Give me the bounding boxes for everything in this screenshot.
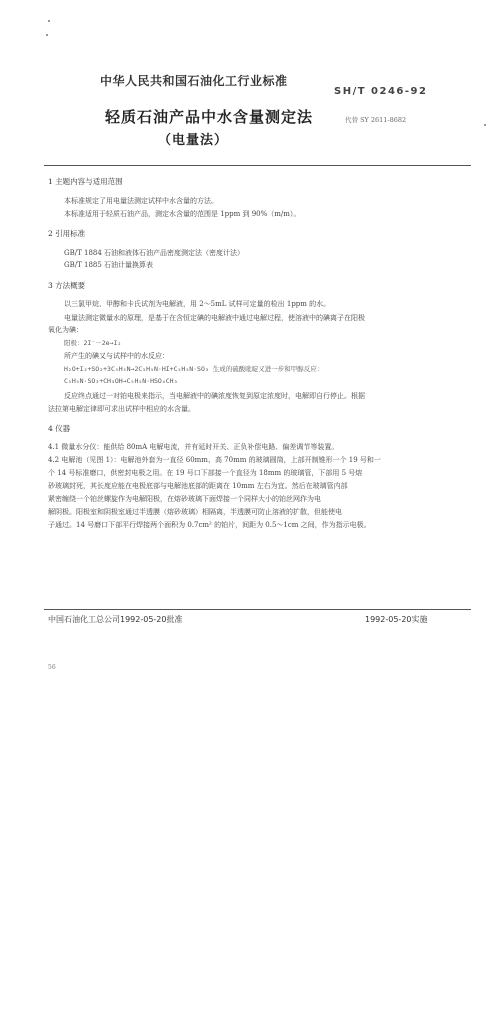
formula-line: C₅H₅N·SO₃+CH₃OH→C₅H₅N·HSO₄CH₃ bbox=[64, 377, 178, 385]
implementation-date: 1992-05-20实施 bbox=[365, 615, 428, 624]
body-line: GB/T 1885 石油计量换算表 bbox=[64, 261, 154, 269]
body-line: 个 14 号标准磨口，供密封电极之用。在 19 号口下部接一个直径为 18mm 的玻璃管，下部用 5 号熔 bbox=[48, 469, 363, 477]
document-subtitle: （电量法） bbox=[158, 133, 229, 148]
body-line: 电量法测定微量水的原理，是基于在含恒定碘的电解液中通过电解过程，使溶液中的碘离子在阳极 bbox=[64, 314, 365, 322]
body-line: 反应终点通过一对铂电极来指示，当电解液中的碘浓度恢复到原定浓度时，电解即自行停止。根据 bbox=[64, 392, 365, 400]
page-number: 56 bbox=[48, 664, 56, 671]
body-line: 子通过。14 号磨口下部平行焊接两个面积为 0.7cm² 的铂片，间距为 0.5～1cm 之间，作为指示电极。 bbox=[48, 521, 371, 529]
section-heading: 4 仪器 bbox=[48, 424, 71, 433]
body-line: 4.2 电解池（见图 1）：电解池外套为一直径 60mm、高 70mm 的玻璃圆筒，上部开制锥形一个 19 号和一 bbox=[48, 456, 381, 464]
body-line: 本标准适用于轻质石油产品，测定水含量的范围是 1ppm 到 90%（m/m）。 bbox=[64, 210, 301, 218]
body-line: 所产生的碘又与试样中的水反应： bbox=[64, 352, 169, 360]
body-line: 本标准规定了用电量法测定试样中水含量的方法。 bbox=[64, 197, 218, 205]
approval-note: 中国石油化工总公司1992-05-20批准 bbox=[48, 615, 183, 624]
section-heading: 1 主题内容与适用范围 bbox=[48, 177, 123, 186]
header-divider bbox=[44, 165, 471, 166]
body-line: 解阴极。阳极室和阴极室通过半透膜（熔砂玻璃）相隔离，半透膜可防止溶液的扩散，但能使电 bbox=[48, 508, 342, 516]
formula-line: 阳极：2I⁻－2e→I₂ bbox=[64, 339, 122, 347]
scan-speck bbox=[484, 124, 486, 126]
body-line: 氧化为碘： bbox=[48, 326, 83, 334]
body-line: 法拉第电解定律即可求出试样中相应的水含量。 bbox=[48, 405, 195, 413]
replaces-note: 代替 SY 2611-8682 bbox=[345, 116, 407, 124]
section-heading: 2 引用标准 bbox=[48, 229, 86, 238]
scan-speck bbox=[48, 20, 50, 22]
formula-line: H₂O+I₂+SO₂+3C₅H₅N→2C₅H₅N·HI+C₅H₅N·SO₃ 生成的硫酸吡啶又进一步和甲醇反应： bbox=[64, 365, 324, 373]
scan-speck bbox=[46, 34, 48, 36]
document-title: 轻质石油产品中水含量测定法 bbox=[105, 108, 314, 126]
body-line: 紧密缠绕一个铂丝螺旋作为电解阳极，在熔砂玻璃下面焊接一个同样大小的铂丝网作为电 bbox=[48, 495, 321, 503]
section-heading: 3 方法概要 bbox=[48, 281, 86, 290]
standard-org: 中华人民共和国石油化工行业标准 bbox=[100, 74, 288, 88]
body-line: GB/T 1884 石油和液体石油产品密度测定法（密度计法） bbox=[64, 249, 245, 257]
body-line: 4.1 微量水分仪：能供给 80mA 电解电流，并有延时开关、正负补偿电路、偏差调节等装置。 bbox=[48, 443, 339, 451]
standard-number: SH/T 0246-92 bbox=[334, 86, 428, 97]
body-line: 砂玻璃封死，其长度应能在电极底部与电解池底部的距离在 10mm 左右为宜。然后在玻璃管内部 bbox=[48, 482, 348, 490]
footer-divider bbox=[44, 609, 471, 610]
body-line: 以三氯甲烷、甲醇和卡氏试剂为电解液，用 2～5mL 试样可定量的检出 1ppm 的水。 bbox=[64, 300, 331, 308]
